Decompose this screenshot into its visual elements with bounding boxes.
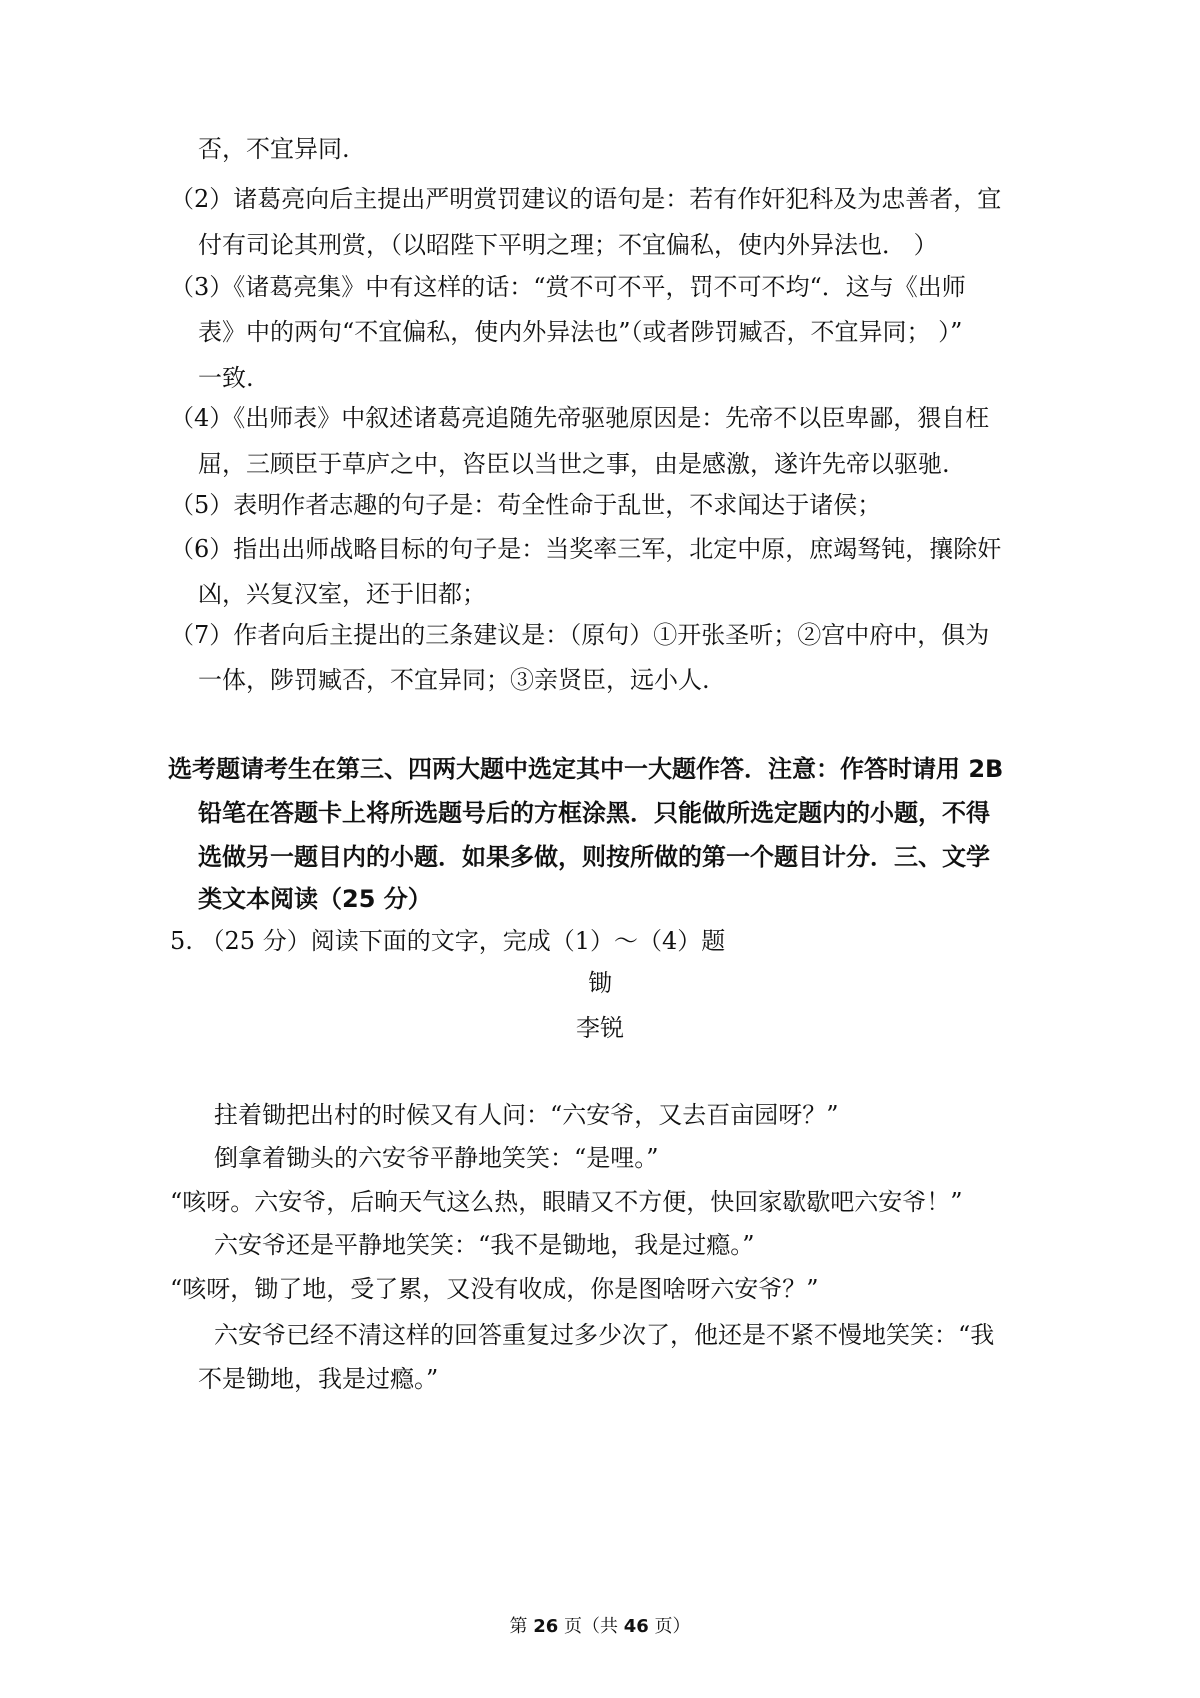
section-notice-line: 类文本阅读（25 分） [198, 885, 432, 913]
current-page-number: 26 [533, 1616, 559, 1637]
answer-line: （7）作者向后主提出的三条建议是：（原句）①开张圣听；②宫中府中，俱为 [170, 621, 990, 649]
answer-line: 屈，三顾臣于草庐之中，咨臣以当世之事，由是感激，遂许先帝以驱驰. [198, 450, 950, 478]
story-title: 锄 [588, 969, 612, 997]
page-footer [0, 1615, 1200, 1639]
story-paragraph: 倒拿着锄头的六安爷平静地笑笑：“是哩。” [214, 1144, 659, 1172]
footer-suffix: 页） [654, 1616, 691, 1637]
answer-line: 否，不宜异同. [198, 135, 350, 163]
story-paragraph: “咳呀。六安爷，后晌天气这么热，眼睛又不方便，快回家歇歇吧六安爷！” [170, 1188, 963, 1216]
answer-line: 一致. [198, 364, 254, 392]
story-paragraph: 六安爷还是平静地笑笑：“我不是锄地，我是过瘾。” [214, 1231, 755, 1259]
section-notice-line: 铅笔在答题卡上将所选题号后的方框涂黑．只能做所选定题内的小题，不得 [198, 799, 990, 827]
answer-line: 付有司论其刑赏，（以昭陛下平明之理；不宜偏私，使内外异法也． ） [198, 231, 938, 259]
story-paragraph: “咳呀，锄了地，受了累，又没有收成，你是图啥呀六安爷？” [170, 1275, 819, 1303]
answer-line: 表》中的两句“不宜偏私，使内外异法也”（或者陟罚臧否，不宜异同； ）” [198, 318, 963, 346]
story-paragraph: 六安爷已经不清这样的回答重复过多少次了，他还是不紧不慢地笑笑：“我 [214, 1321, 995, 1349]
answer-line: （3）《诸葛亮集》中有这样的话：“赏不可不平，罚不可不均“．这与《出师 [170, 273, 966, 301]
answer-line: （4）《出师表》中叙述诸葛亮追随先帝驱驰原因是：先帝不以臣卑鄙，猥自枉 [170, 404, 990, 432]
answer-line: 凶，兴复汉室，还于旧都； [198, 580, 486, 608]
answer-line: （2）诸葛亮向后主提出严明赏罚建议的语句是：若有作奸犯科及为忠善者，宜 [170, 185, 1002, 213]
story-paragraph: 拄着锄把出村的时候又有人问：“六安爷，又去百亩园呀？” [214, 1101, 839, 1129]
story-author: 李锐 [576, 1014, 624, 1042]
footer-prefix: 第 [509, 1616, 528, 1637]
total-page-count: 46 [623, 1616, 649, 1637]
story-paragraph: 不是锄地，我是过瘾。” [198, 1365, 439, 1393]
section-notice-line: 选考题请考生在第三、四两大题中选定其中一大题作答．注意：作答时请用 2B [168, 755, 1004, 783]
answer-line: 一体，陟罚臧否，不宜异同；③亲贤臣，远小人. [198, 666, 710, 694]
answer-line: （6）指出出师战略目标的句子是：当奖率三军，北定中原，庶竭驽钝，攘除奸 [170, 535, 1002, 563]
footer-middle: 页（共 [564, 1616, 618, 1637]
answer-line: （5）表明作者志趣的句子是：苟全性命于乱世，不求闻达于诸侯； [170, 491, 882, 519]
section-notice-line: 选做另一题目内的小题．如果多做，则按所做的第一个题目计分．三、文学 [198, 843, 990, 871]
question-heading: 5. （25 分）阅读下面的文字，完成（1）～（4）题 [170, 927, 726, 955]
